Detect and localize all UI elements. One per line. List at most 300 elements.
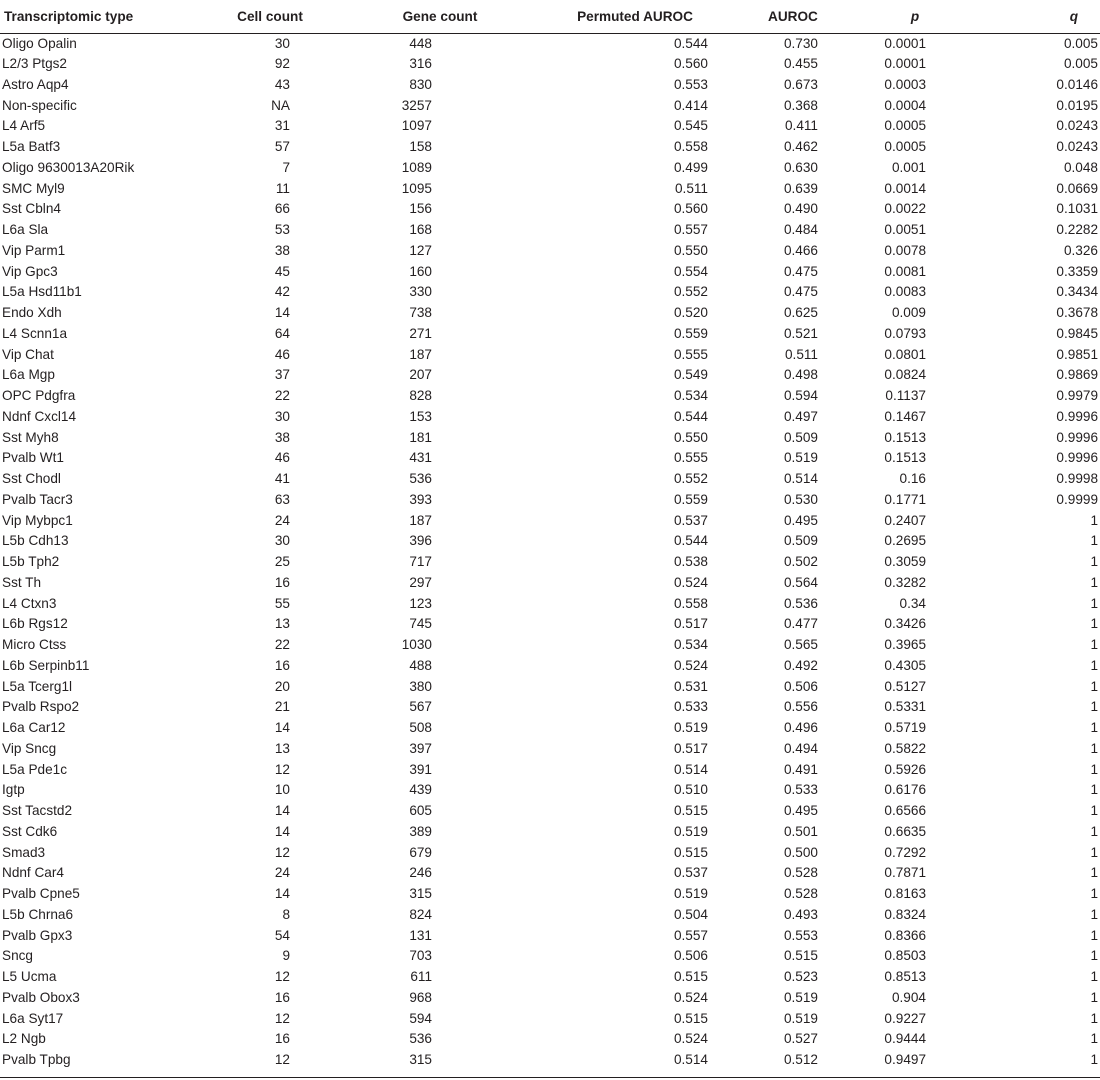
cell-p: 0.0003	[884, 76, 926, 92]
cell-q: 1	[1090, 720, 1098, 736]
cell-q: 1	[1090, 865, 1098, 881]
cell-gene-count: 389	[409, 823, 432, 839]
cell-p: 0.6635	[884, 823, 926, 839]
header-gene-count: Gene count	[340, 0, 540, 33]
cell-permuted-auroc: 0.558	[673, 595, 708, 611]
table-bottom-rule	[0, 1077, 1100, 1078]
cell-cell-count: 46	[274, 450, 290, 466]
cell-q: 1	[1090, 637, 1098, 653]
table-row	[0, 282, 1100, 303]
cell-transcriptomic-type: Vip Mybpc1	[2, 512, 73, 528]
cell-cell-count: 12	[274, 1010, 290, 1026]
table-row	[0, 220, 1100, 241]
cell-transcriptomic-type: Ndnf Car4	[2, 865, 64, 881]
cell-p: 0.5127	[884, 678, 926, 694]
cell-transcriptomic-type: Sst Chodl	[2, 471, 61, 487]
cell-transcriptomic-type: L6b Serpinb11	[2, 657, 90, 673]
table-row	[0, 884, 1100, 905]
cell-cell-count: 21	[274, 699, 290, 715]
cell-transcriptomic-type: Sst Th	[2, 574, 42, 590]
cell-p: 0.0004	[884, 97, 926, 113]
cell-p: 0.4305	[884, 657, 926, 673]
cell-p: 0.0081	[884, 263, 926, 279]
cell-auroc: 0.527	[783, 1031, 818, 1047]
cell-gene-count: 271	[409, 325, 432, 341]
cell-transcriptomic-type: L6a Car12	[2, 720, 66, 736]
header-auroc: AUROC	[730, 0, 840, 33]
cell-gene-count: 380	[409, 678, 432, 694]
cell-p: 0.0014	[884, 180, 926, 196]
cell-transcriptomic-type: Oligo Opalin	[2, 35, 77, 51]
header-transcriptomic-type: Transcriptomic type	[0, 0, 200, 33]
cell-permuted-auroc: 0.524	[673, 1031, 708, 1047]
header-row	[0, 0, 1100, 33]
cell-gene-count: 594	[409, 1010, 432, 1026]
cell-q: 0.9869	[1056, 367, 1098, 383]
cell-p: 0.1513	[884, 429, 926, 445]
cell-permuted-auroc: 0.537	[673, 865, 708, 881]
cell-permuted-auroc: 0.514	[673, 761, 708, 777]
cell-cell-count: 14	[274, 720, 290, 736]
cell-transcriptomic-type: Vip Sncg	[2, 740, 57, 756]
table-row	[0, 427, 1100, 448]
cell-cell-count: 16	[274, 989, 290, 1005]
table-row	[0, 780, 1100, 801]
cell-auroc: 0.496	[783, 720, 818, 736]
table-row	[0, 967, 1100, 988]
cell-permuted-auroc: 0.537	[673, 512, 708, 528]
cell-gene-count: 1030	[401, 637, 432, 653]
cell-transcriptomic-type: L4 Ctxn3	[2, 595, 57, 611]
cell-auroc: 0.506	[783, 678, 818, 694]
cell-cell-count: 22	[274, 637, 290, 653]
cell-auroc: 0.530	[783, 491, 818, 507]
cell-cell-count: 20	[274, 678, 290, 694]
cell-transcriptomic-type: Ndnf Cxcl14	[2, 408, 77, 424]
cell-cell-count: 14	[274, 305, 290, 321]
cell-p: 0.6566	[884, 803, 926, 819]
header-p: p	[840, 0, 990, 33]
cell-transcriptomic-type: Pvalb Obox3	[2, 989, 80, 1005]
cell-auroc: 0.553	[783, 927, 818, 943]
cell-transcriptomic-type: L5a Hsd11b1	[2, 284, 82, 300]
cell-auroc: 0.630	[783, 159, 818, 175]
table-header	[0, 0, 1100, 33]
cell-p: 0.5926	[884, 761, 926, 777]
cell-q: 0.005	[1063, 56, 1098, 72]
cell-p: 0.5719	[884, 720, 926, 736]
table-row	[0, 510, 1100, 531]
cell-p: 0.1137	[885, 388, 926, 404]
cell-auroc: 0.493	[783, 906, 818, 922]
cell-cell-count: 54	[274, 927, 290, 943]
cell-auroc: 0.466	[783, 242, 818, 258]
cell-gene-count: 536	[409, 1031, 432, 1047]
cell-q: 0.9999	[1056, 491, 1098, 507]
cell-auroc: 0.495	[783, 512, 818, 528]
cell-permuted-auroc: 0.544	[673, 533, 708, 549]
cell-cell-count: 12	[274, 844, 290, 860]
cell-cell-count: 24	[274, 865, 290, 881]
cell-gene-count: 315	[409, 1052, 432, 1068]
cell-permuted-auroc: 0.533	[673, 699, 708, 715]
table-row	[0, 95, 1100, 116]
table-row	[0, 676, 1100, 697]
cell-auroc: 0.498	[783, 367, 818, 383]
cell-cell-count: 53	[274, 222, 290, 238]
cell-transcriptomic-type: L5a Pde1c	[2, 761, 68, 777]
cell-auroc: 0.519	[783, 989, 818, 1005]
cell-gene-count: 297	[409, 574, 432, 590]
table-row	[0, 365, 1100, 386]
cell-auroc: 0.536	[783, 595, 818, 611]
cell-q: 0.9851	[1056, 346, 1098, 362]
cell-transcriptomic-type: Smad3	[2, 844, 46, 860]
cell-permuted-auroc: 0.552	[673, 471, 708, 487]
cell-p: 0.7292	[884, 844, 926, 860]
cell-permuted-auroc: 0.557	[673, 927, 708, 943]
cell-p: 0.0005	[884, 118, 926, 134]
cell-gene-count: 567	[409, 699, 432, 715]
cell-q: 0.0669	[1056, 180, 1098, 196]
cell-q: 1	[1090, 989, 1098, 1005]
cell-q: 1	[1090, 1052, 1098, 1068]
cell-transcriptomic-type: L5 Ucma	[2, 969, 57, 985]
cell-cell-count: 12	[274, 761, 290, 777]
cell-q: 1	[1090, 803, 1098, 819]
cell-transcriptomic-type: L5a Tcerg1l	[2, 678, 73, 694]
cell-p: 0.001	[891, 159, 926, 175]
cell-auroc: 0.639	[783, 180, 818, 196]
cell-q: 0.9998	[1056, 471, 1098, 487]
table-row	[0, 158, 1100, 179]
cell-auroc: 0.556	[783, 699, 818, 715]
cell-permuted-auroc: 0.519	[673, 720, 708, 736]
cell-transcriptomic-type: Sst Tacstd2	[2, 803, 73, 819]
cell-cell-count: 13	[274, 616, 290, 632]
table-row	[0, 1050, 1100, 1071]
cell-permuted-auroc: 0.550	[673, 242, 708, 258]
cell-q: 1	[1090, 844, 1098, 860]
cell-p: 0.8513	[884, 969, 926, 985]
cell-q: 0.9996	[1056, 450, 1098, 466]
cell-q: 1	[1090, 616, 1098, 632]
cell-permuted-auroc: 0.414	[673, 97, 708, 113]
cell-q: 1	[1090, 533, 1098, 549]
cell-permuted-auroc: 0.550	[673, 429, 708, 445]
cell-p: 0.0001	[884, 56, 926, 72]
cell-p: 0.904	[891, 989, 926, 1005]
cell-cell-count: 30	[274, 408, 290, 424]
cell-transcriptomic-type: L5b Cdh13	[2, 533, 69, 549]
cell-p: 0.3282	[884, 574, 926, 590]
cell-auroc: 0.730	[783, 35, 818, 51]
cell-auroc: 0.514	[783, 471, 818, 487]
cell-transcriptomic-type: Vip Parm1	[2, 242, 66, 258]
cell-gene-count: 330	[409, 284, 432, 300]
cell-transcriptomic-type: Vip Chat	[2, 346, 54, 362]
cell-q: 0.9996	[1056, 408, 1098, 424]
cell-permuted-auroc: 0.515	[673, 803, 708, 819]
cell-gene-count: 160	[409, 263, 432, 279]
cell-permuted-auroc: 0.506	[673, 948, 708, 964]
cell-q: 1	[1090, 512, 1098, 528]
cell-q: 1	[1090, 554, 1098, 570]
cell-permuted-auroc: 0.552	[673, 284, 708, 300]
cell-gene-count: 448	[409, 35, 432, 51]
cell-cell-count: 25	[274, 554, 290, 570]
cell-q: 0.9979	[1056, 388, 1098, 404]
cell-p: 0.3059	[884, 554, 926, 570]
cell-gene-count: 315	[409, 886, 432, 902]
cell-q: 0.0146	[1056, 76, 1098, 92]
cell-p: 0.9497	[884, 1052, 926, 1068]
cell-auroc: 0.462	[783, 139, 818, 155]
table-row	[0, 863, 1100, 884]
cell-p: 0.8503	[884, 948, 926, 964]
cell-cell-count: 12	[274, 1052, 290, 1068]
cell-q: 0.2282	[1056, 222, 1098, 238]
cell-cell-count: 38	[274, 242, 290, 258]
cell-permuted-auroc: 0.520	[673, 305, 708, 321]
cell-gene-count: 745	[409, 616, 432, 632]
cell-gene-count: 824	[409, 906, 432, 922]
cell-q: 1	[1090, 886, 1098, 902]
cell-p: 0.9444	[884, 1031, 926, 1047]
cell-gene-count: 828	[409, 388, 432, 404]
cell-gene-count: 605	[409, 803, 432, 819]
table-row	[0, 925, 1100, 946]
cell-gene-count: 611	[410, 969, 432, 985]
cell-cell-count: 14	[274, 803, 290, 819]
cell-gene-count: 123	[409, 595, 432, 611]
cell-q: 0.1031	[1056, 201, 1098, 217]
cell-q: 1	[1090, 678, 1098, 694]
cell-gene-count: 397	[409, 740, 432, 756]
cell-p: 0.0793	[884, 325, 926, 341]
table-row	[0, 33, 1100, 54]
cell-p: 0.34	[899, 595, 926, 611]
cell-permuted-auroc: 0.554	[673, 263, 708, 279]
cell-p: 0.0824	[884, 367, 926, 383]
cell-auroc: 0.625	[783, 305, 818, 321]
cell-permuted-auroc: 0.549	[673, 367, 708, 383]
cell-p: 0.1771	[884, 491, 926, 507]
cell-p: 0.7871	[884, 865, 926, 881]
cell-q: 1	[1090, 906, 1098, 922]
table-row	[0, 614, 1100, 635]
cell-q: 0.9996	[1056, 429, 1098, 445]
cell-permuted-auroc: 0.517	[673, 740, 708, 756]
cell-auroc: 0.521	[783, 325, 818, 341]
cell-permuted-auroc: 0.560	[673, 56, 708, 72]
cell-cell-count: 16	[274, 574, 290, 590]
cell-transcriptomic-type: Sncg	[2, 948, 33, 964]
cell-transcriptomic-type: L5a Batf3	[2, 139, 61, 155]
cell-permuted-auroc: 0.545	[673, 118, 708, 134]
cell-transcriptomic-type: OPC Pdgfra	[2, 388, 76, 404]
cell-transcriptomic-type: L6b Rgs12	[2, 616, 68, 632]
cell-auroc: 0.490	[783, 201, 818, 217]
cell-cell-count: 43	[274, 76, 290, 92]
cell-cell-count: 42	[274, 284, 290, 300]
table-row	[0, 137, 1100, 158]
cell-permuted-auroc: 0.558	[673, 139, 708, 155]
cell-q: 1	[1090, 657, 1098, 673]
table-row	[0, 988, 1100, 1009]
cell-cell-count: 13	[274, 740, 290, 756]
table-row	[0, 490, 1100, 511]
table-row	[0, 54, 1100, 75]
table-row	[0, 1008, 1100, 1029]
cell-auroc: 0.492	[783, 657, 818, 673]
table-row	[0, 759, 1100, 780]
cell-permuted-auroc: 0.519	[673, 823, 708, 839]
cell-gene-count: 396	[409, 533, 432, 549]
cell-gene-count: 717	[409, 554, 432, 570]
cell-q: 1	[1090, 948, 1098, 964]
table-row	[0, 842, 1100, 863]
cell-p: 0.2695	[884, 533, 926, 549]
cell-auroc: 0.491	[783, 761, 818, 777]
cell-gene-count: 488	[409, 657, 432, 673]
table-row	[0, 386, 1100, 407]
cell-cell-count: 57	[274, 139, 290, 155]
cell-permuted-auroc: 0.499	[673, 159, 708, 175]
cell-p: 0.0005	[884, 139, 926, 155]
cell-permuted-auroc: 0.559	[673, 491, 708, 507]
cell-transcriptomic-type: Pvalb Cpne5	[2, 886, 80, 902]
cell-transcriptomic-type: Igtp	[2, 782, 25, 798]
cell-p: 0.9227	[884, 1010, 926, 1026]
table-row	[0, 697, 1100, 718]
table-row	[0, 241, 1100, 262]
cell-auroc: 0.494	[783, 740, 818, 756]
table-body	[0, 33, 1100, 1071]
cell-cell-count: 16	[274, 1031, 290, 1047]
cell-permuted-auroc: 0.538	[673, 554, 708, 570]
cell-transcriptomic-type: Astro Aqp4	[2, 76, 69, 92]
cell-gene-count: 536	[409, 471, 432, 487]
cell-gene-count: 131	[409, 927, 432, 943]
cell-gene-count: 153	[409, 408, 432, 424]
cell-q: 0.0243	[1056, 118, 1098, 134]
cell-p: 0.009	[891, 305, 926, 321]
cell-auroc: 0.411	[784, 118, 818, 134]
cell-q: 1	[1090, 969, 1098, 985]
cell-auroc: 0.594	[783, 388, 818, 404]
cell-permuted-auroc: 0.544	[673, 35, 708, 51]
cell-gene-count: 207	[409, 367, 432, 383]
cell-auroc: 0.509	[783, 429, 818, 445]
cell-gene-count: 968	[409, 989, 432, 1005]
table-row	[0, 946, 1100, 967]
cell-q: 1	[1090, 1010, 1098, 1026]
cell-permuted-auroc: 0.515	[673, 844, 708, 860]
cell-cell-count: 14	[274, 823, 290, 839]
cell-cell-count: 55	[274, 595, 290, 611]
cell-q: 0.0243	[1056, 139, 1098, 155]
cell-permuted-auroc: 0.524	[673, 657, 708, 673]
cell-cell-count: 92	[274, 56, 290, 72]
cell-p: 0.3426	[884, 616, 926, 632]
cell-cell-count: NA	[271, 97, 290, 113]
cell-gene-count: 393	[409, 491, 432, 507]
cell-transcriptomic-type: Sst Myh8	[2, 429, 59, 445]
cell-cell-count: 31	[274, 118, 290, 134]
cell-transcriptomic-type: Vip Gpc3	[2, 263, 58, 279]
cell-auroc: 0.502	[783, 554, 818, 570]
cell-transcriptomic-type: L2/3 Ptgs2	[2, 56, 67, 72]
table-row	[0, 801, 1100, 822]
cell-gene-count: 3257	[401, 97, 432, 113]
cell-cell-count: 8	[282, 906, 290, 922]
cell-p: 0.6176	[884, 782, 926, 798]
cell-permuted-auroc: 0.559	[673, 325, 708, 341]
cell-transcriptomic-type: Pvalb Wt1	[2, 450, 64, 466]
cell-auroc: 0.475	[783, 263, 818, 279]
cell-cell-count: 64	[274, 325, 290, 341]
cell-auroc: 0.495	[783, 803, 818, 819]
table-row	[0, 635, 1100, 656]
cell-gene-count: 1095	[401, 180, 432, 196]
table-row	[0, 718, 1100, 739]
cell-permuted-auroc: 0.534	[673, 388, 708, 404]
cell-cell-count: 30	[274, 35, 290, 51]
cell-cell-count: 12	[274, 969, 290, 985]
table-row	[0, 324, 1100, 345]
cell-gene-count: 391	[409, 761, 432, 777]
table-row	[0, 656, 1100, 677]
cell-q: 0.0195	[1056, 97, 1098, 113]
cell-p: 0.0001	[884, 35, 926, 51]
cell-gene-count: 830	[409, 76, 432, 92]
table-row	[0, 531, 1100, 552]
cell-auroc: 0.565	[783, 637, 818, 653]
cell-permuted-auroc: 0.544	[673, 408, 708, 424]
cell-permuted-auroc: 0.557	[673, 222, 708, 238]
cell-p: 0.0801	[884, 346, 926, 362]
cell-permuted-auroc: 0.510	[673, 782, 708, 798]
table-row	[0, 448, 1100, 469]
cell-permuted-auroc: 0.515	[673, 1010, 708, 1026]
cell-auroc: 0.455	[783, 56, 818, 72]
cell-transcriptomic-type: Pvalb Rspo2	[2, 699, 80, 715]
cell-cell-count: 30	[274, 533, 290, 549]
cell-transcriptomic-type: L2 Ngb	[2, 1031, 46, 1047]
cell-gene-count: 156	[409, 201, 432, 217]
cell-q: 0.3678	[1056, 305, 1098, 321]
table-row	[0, 116, 1100, 137]
cell-transcriptomic-type: Non-specific	[2, 97, 77, 113]
cell-permuted-auroc: 0.555	[673, 450, 708, 466]
cell-transcriptomic-type: Pvalb Tpbg	[2, 1052, 71, 1068]
cell-q: 1	[1090, 699, 1098, 715]
cell-q: 0.3434	[1056, 284, 1098, 300]
cell-gene-count: 1097	[401, 118, 432, 134]
cell-gene-count: 158	[409, 139, 432, 155]
cell-cell-count: 10	[274, 782, 290, 798]
cell-gene-count: 187	[409, 512, 432, 528]
cell-cell-count: 11	[275, 180, 290, 196]
cell-p: 0.1467	[884, 408, 926, 424]
cell-auroc: 0.523	[783, 969, 818, 985]
cell-gene-count: 679	[409, 844, 432, 860]
cell-permuted-auroc: 0.511	[674, 180, 708, 196]
cell-p: 0.8366	[884, 927, 926, 943]
cell-p: 0.3965	[884, 637, 926, 653]
cell-permuted-auroc: 0.531	[673, 678, 708, 694]
